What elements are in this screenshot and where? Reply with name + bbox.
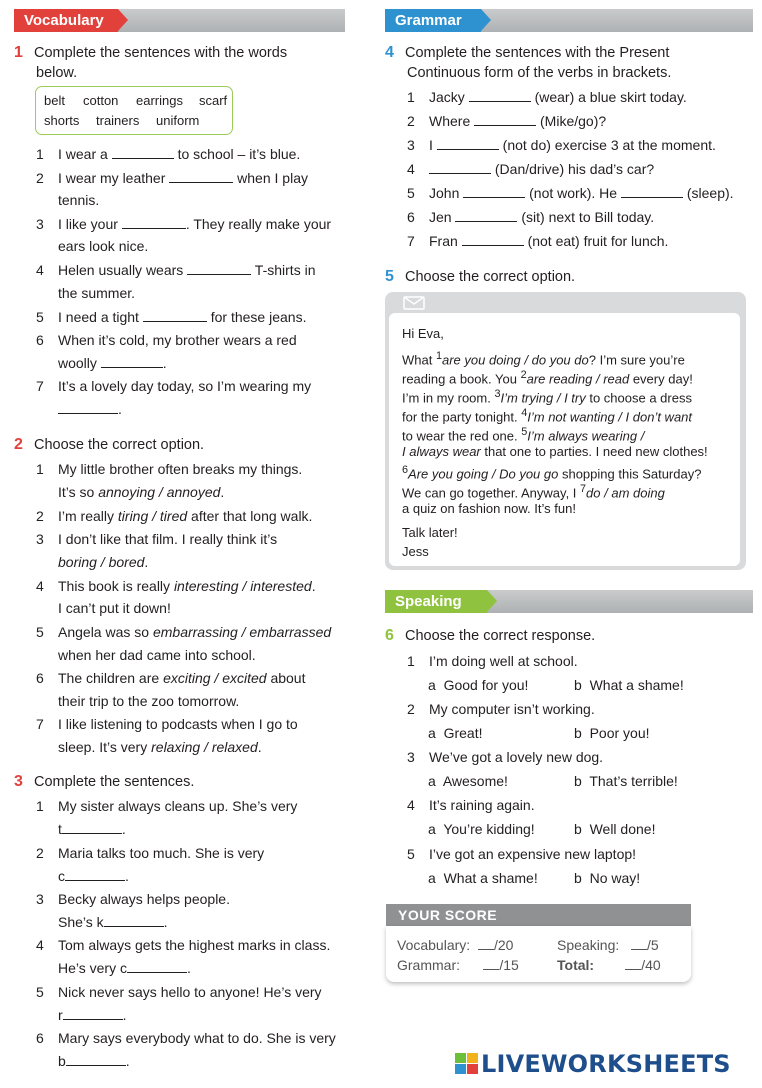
ex6-option-b[interactable]: b That’s terrible!	[574, 773, 678, 789]
score-total: Total: /40	[557, 957, 661, 973]
ex6-question: 1 I’m doing well at school.	[407, 653, 578, 669]
option-choice[interactable]: I’m not wanting / I don’t want	[527, 409, 693, 425]
answer-blank[interactable]	[66, 1054, 126, 1066]
speaking-title: Speaking	[385, 590, 487, 613]
ex1-item: 1 I wear a to school – it’s blue.	[36, 146, 301, 162]
ex4-item: 7 Fran (not eat) fruit for lunch.	[407, 233, 669, 249]
option-choice[interactable]: interesting / interested	[173, 578, 312, 594]
answer-blank[interactable]	[143, 310, 207, 322]
word-item: cotton	[83, 93, 119, 108]
ex2-item: 2 I’m really tiring / tired after that long walk.	[36, 508, 313, 524]
ex6-option-b[interactable]: b No way!	[574, 870, 641, 886]
grammar-title: Grammar	[385, 9, 481, 32]
envelope-icon	[403, 296, 425, 313]
option-choice[interactable]: are you doing / do you do	[442, 352, 589, 368]
ex3-item-cont: b .	[58, 1053, 130, 1069]
ex1-item: 5 I need a tight for these jeans.	[36, 309, 307, 325]
answer-blank[interactable]	[463, 186, 525, 198]
answer-blank[interactable]	[621, 186, 683, 198]
ex4-item: 2 Where (Mike/go)?	[407, 113, 607, 129]
email-signature: Jess	[402, 544, 429, 559]
answer-blank[interactable]	[462, 234, 524, 246]
ex6-option-b[interactable]: b What a shame!	[574, 677, 684, 693]
answer-blank[interactable]	[127, 961, 187, 973]
answer-blank[interactable]	[101, 356, 163, 368]
score-header: YOUR SCORE	[386, 904, 691, 926]
ex2-item-cont: their trip to the zoo tomorrow.	[58, 693, 240, 709]
score-grammar: Grammar: /15	[397, 957, 519, 973]
option-choice[interactable]: tiring / tired	[117, 508, 188, 524]
ex1-item: 3 I like your . They really make your	[36, 216, 332, 232]
answer-blank[interactable]	[474, 114, 536, 126]
option-choice[interactable]: embarrassing / embarrassed	[152, 624, 332, 640]
ex6-question: 2 My computer isn’t working.	[407, 701, 595, 717]
email-line: What $^1$are you doing / do you do? I’m sure you’re	[402, 350, 685, 368]
ex6-option-a[interactable]: a Great!	[428, 725, 483, 741]
answer-blank[interactable]	[187, 263, 251, 275]
ex6-option-a[interactable]: a Awesome!	[428, 773, 508, 789]
ex5-instruction: 5 Choose the correct option.	[385, 268, 576, 285]
word-item: trainers	[96, 113, 140, 128]
word-item: uniform	[156, 113, 200, 128]
answer-blank[interactable]	[65, 869, 125, 881]
score-blank[interactable]	[478, 938, 494, 950]
answer-blank[interactable]	[169, 171, 233, 183]
ex4-item: 6 Jen (sit) next to Bill today.	[407, 209, 655, 225]
email-line: $^6$Are you going / Do you go shopping this Saturday?	[402, 464, 702, 482]
speaking-header	[385, 590, 753, 613]
answer-blank[interactable]	[122, 217, 186, 229]
ex3-item-cont: c .	[58, 868, 129, 884]
answer-blank[interactable]	[455, 210, 517, 222]
ex6-option-a[interactable]: a You’re kidding!	[428, 821, 535, 837]
ex1-item-cont: tennis.	[58, 192, 100, 208]
ex1-instruction-cont: below.	[36, 65, 78, 81]
ex6-question: 4 It’s raining again.	[407, 797, 535, 813]
ex3-item: 4 Tom always gets the highest marks in class.	[36, 937, 331, 953]
word-item: shorts	[44, 113, 80, 128]
answer-blank[interactable]	[58, 402, 118, 414]
ex2-item: 7 I like listening to podcasts when I go to	[36, 716, 298, 732]
ex4-instruction-cont: Continuous form of the verbs in brackets.	[407, 65, 672, 81]
score-vocabulary: Vocabulary: /20	[397, 937, 514, 953]
ex3-item-cont: He’s very c .	[58, 960, 191, 976]
ex3-item: 2 Maria talks too much. She is very	[36, 845, 265, 861]
ex1-item-cont: the summer.	[58, 285, 136, 301]
ex6-question: 3 We’ve got a lovely new dog.	[407, 749, 604, 765]
logo-text: LIVEWORKSHEETS	[481, 1050, 731, 1078]
ex6-option-a[interactable]: a Good for you!	[428, 677, 529, 693]
email-line: to wear the red one. $^5$I’m always wearing /	[402, 426, 645, 444]
ex2-item-cont: boring / bored.	[58, 554, 149, 570]
ex6-option-b[interactable]: b Poor you!	[574, 725, 650, 741]
email-line: I’m in my room. $^3$I’m trying / I try to choose a dress	[402, 388, 692, 406]
option-choice[interactable]: annoying / annoyed	[98, 484, 221, 500]
ex2-instruction: 2 Choose the correct option.	[14, 436, 205, 453]
ex1-instruction: 1 Complete the sentences with the words	[14, 44, 288, 61]
ex2-item-cont: I can’t put it down!	[58, 600, 171, 616]
vocabulary-title: Vocabulary	[14, 9, 118, 32]
option-choice[interactable]: I always wear	[402, 444, 481, 459]
logo-icon	[455, 1053, 479, 1075]
answer-blank[interactable]	[112, 147, 174, 159]
option-choice[interactable]: I’m always wearing /	[527, 428, 645, 444]
ex4-item: 3 I (not do) exercise 3 at the moment.	[407, 137, 716, 153]
email-line: reading a book. You $^2$are reading / read every day!	[402, 369, 693, 387]
ex6-option-a[interactable]: a What a shame!	[428, 870, 538, 886]
email-line: for the party tonight. $^4$I’m not wanting / I don’t want	[402, 407, 693, 425]
option-choice[interactable]: I’m trying / I try	[500, 390, 586, 406]
ex2-item: 4 This book is really interesting / interested.	[36, 578, 316, 594]
word-item: belt	[44, 93, 65, 108]
option-choice[interactable]: boring / bored	[58, 554, 145, 570]
ex3-item: 5 Nick never says hello to anyone! He’s very	[36, 984, 322, 1000]
liveworksheets-logo	[455, 1050, 731, 1078]
ex6-question: 5 I’ve got an expensive new laptop!	[407, 846, 637, 862]
email-line: I always wear that one to parties. I need new clothes!	[402, 444, 708, 459]
ex2-item-cont: sleep. It’s very relaxing / relaxed.	[58, 739, 262, 755]
ex2-item: 3 I don’t like that film. I really think it’s	[36, 531, 278, 547]
ex2-item: 5 Angela was so embarrassing / embarrassed	[36, 624, 332, 640]
ex1-item: 6 When it’s cold, my brother wears a red	[36, 332, 297, 348]
score-blank[interactable]	[631, 938, 647, 950]
ex2-item: 1 My little brother often breaks my things.	[36, 461, 303, 477]
ex1-item-cont: .	[58, 400, 122, 418]
answer-blank[interactable]	[104, 915, 164, 927]
ex4-item: 4 (Dan/drive) his dad’s car?	[407, 161, 655, 177]
option-choice[interactable]: do / am doing	[586, 485, 665, 501]
ex1-item-cont: woolly .	[58, 355, 167, 371]
ex3-item-cont: r .	[58, 1007, 127, 1023]
ex6-option-b[interactable]: b Well done!	[574, 821, 656, 837]
answer-blank[interactable]	[437, 138, 499, 150]
word-item: scarf	[199, 93, 228, 108]
answer-blank[interactable]	[469, 90, 531, 102]
ex2-item-cont: when her dad came into school.	[58, 647, 256, 663]
ex3-item: 3 Becky always helps people.	[36, 891, 230, 907]
email-closing: Talk later!	[402, 525, 458, 540]
score-speaking: Speaking: /5	[557, 937, 659, 953]
ex4-instruction: 4 Complete the sentences with the Present	[385, 44, 670, 61]
ex4-item: 5 John (not work). He (sleep).	[407, 185, 734, 201]
score-blank[interactable]	[483, 958, 499, 970]
ex2-item-cont: It’s so annoying / annoyed.	[58, 484, 225, 500]
answer-blank[interactable]	[62, 822, 122, 834]
email-line: a quiz on fashion now. It’s fun!	[402, 501, 576, 516]
ex1-item: 4 Helen usually wears T-shirts in	[36, 262, 316, 278]
grammar-header	[385, 9, 753, 32]
email-greeting: Hi Eva,	[402, 326, 444, 341]
ex1-item-cont: ears look nice.	[58, 238, 149, 254]
ex3-instruction: 3 Complete the sentences.	[14, 773, 195, 790]
answer-blank[interactable]	[63, 1008, 123, 1020]
word-box	[35, 86, 233, 135]
word-item: earrings	[136, 93, 183, 108]
ex3-item-cont: t .	[58, 821, 126, 837]
ex3-item: 1 My sister always cleans up. She’s very	[36, 798, 298, 814]
email-line: We can go together. Anyway, I $^7$do / am doing	[402, 483, 665, 501]
option-choice[interactable]: are reading / read	[526, 371, 630, 387]
ex6-instruction: 6 Choose the correct response.	[385, 627, 596, 644]
option-choice[interactable]: relaxing / relaxed	[151, 739, 258, 755]
vocabulary-header	[14, 9, 345, 32]
option-choice[interactable]: exciting / excited	[163, 670, 267, 686]
ex3-item-cont: She’s k .	[58, 914, 168, 930]
ex1-item: 2 I wear my leather when I play	[36, 170, 308, 186]
score-box	[386, 926, 691, 982]
score-blank[interactable]	[625, 958, 641, 970]
option-choice[interactable]: Are you going / Do you go	[408, 466, 559, 482]
answer-blank[interactable]	[429, 162, 491, 174]
ex2-item: 6 The children are exciting / excited about	[36, 670, 306, 686]
ex3-item: 6 Mary says everybody what to do. She is very	[36, 1030, 336, 1046]
ex1-item: 7 It’s a lovely day today, so I’m wearing my	[36, 378, 312, 394]
ex4-item: 1 Jacky (wear) a blue skirt today.	[407, 89, 687, 105]
